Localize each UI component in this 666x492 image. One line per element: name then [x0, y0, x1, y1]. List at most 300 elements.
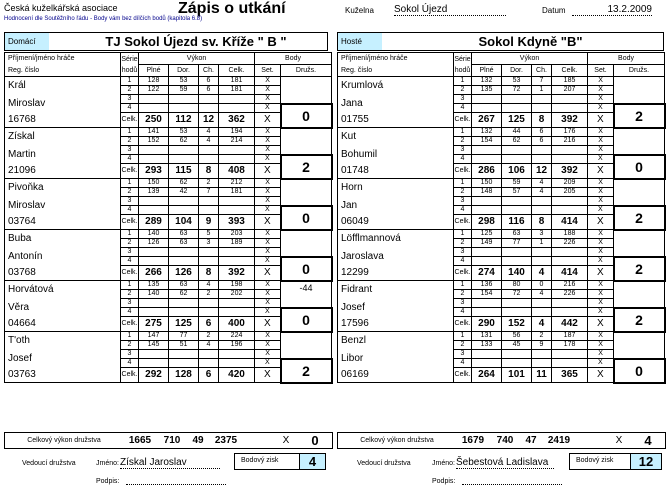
player-total-ch: 4	[532, 266, 552, 281]
series-cell: 185	[552, 77, 588, 86]
series-cell	[169, 248, 199, 257]
series-cell	[502, 206, 532, 215]
series-cell: 189	[219, 239, 255, 248]
series-cell: 4	[121, 104, 139, 113]
away-leader-label: Vedoucí družstva	[357, 460, 411, 467]
series-cell: 4	[454, 308, 472, 317]
home-podpis-label: Podpis:	[96, 478, 120, 485]
col-drz: Družs.	[614, 65, 665, 77]
series-cell: 1	[121, 281, 139, 290]
series-cell	[552, 248, 588, 257]
series-cell: 212	[219, 179, 255, 188]
series-cell	[219, 206, 255, 215]
player-total-ch: 8	[532, 113, 552, 128]
series-cell	[502, 197, 532, 206]
series-cell: 187	[552, 332, 588, 341]
series-cell	[532, 197, 552, 206]
series-cell	[169, 197, 199, 206]
series-cell	[532, 299, 552, 308]
player-total-celk: 408	[219, 164, 255, 179]
player-total-plne: 298	[472, 215, 502, 230]
player-points: 2	[281, 359, 332, 383]
series-cell: 6	[532, 137, 552, 146]
player-points: 0	[614, 359, 665, 383]
col-performance: Výkon	[472, 53, 588, 65]
series-cell: 194	[219, 128, 255, 137]
series-cell: X	[588, 350, 614, 359]
series-cell: X	[588, 128, 614, 137]
series-cell: 4	[454, 104, 472, 113]
series-cell: 149	[472, 239, 502, 248]
player-diff	[281, 77, 332, 104]
home-total-dor: 710	[163, 435, 181, 446]
series-row	[5, 77, 332, 86]
player-total-dor: 125	[169, 317, 199, 332]
player-total-dor: 125	[502, 113, 532, 128]
player-celk-label: Celk.	[454, 164, 472, 179]
series-cell: 63	[169, 230, 199, 239]
col-dor: Dor.	[502, 65, 532, 77]
series-cell: 53	[502, 77, 532, 86]
player-total-celk: 420	[219, 368, 255, 383]
series-cell	[532, 257, 552, 266]
player-total-ch: 11	[532, 368, 552, 383]
series-cell: 136	[472, 281, 502, 290]
player-celk-label: Celk.	[121, 164, 139, 179]
col-series: Série hodů	[454, 53, 472, 77]
series-cell: X	[588, 308, 614, 317]
away-team-header	[337, 32, 664, 51]
player-total-x: X	[588, 317, 614, 332]
series-cell	[169, 359, 199, 368]
player-total-ch: 12	[199, 113, 219, 128]
series-cell: 3	[199, 239, 219, 248]
series-cell	[199, 257, 219, 266]
series-cell	[139, 146, 169, 155]
series-cell: X	[255, 239, 281, 248]
series-cell: 9	[532, 341, 552, 350]
series-cell: 226	[552, 290, 588, 299]
series-cell: 202	[219, 290, 255, 299]
player-total-celk: 392	[219, 266, 255, 281]
away-team-name: Sokol Kdyně "B"	[478, 34, 583, 49]
series-cell: X	[255, 197, 281, 206]
series-cell: X	[588, 155, 614, 164]
series-cell	[532, 95, 552, 104]
away-total-dor: 740	[496, 435, 514, 446]
series-cell: 45	[502, 341, 532, 350]
series-cell: 59	[169, 86, 199, 95]
player-total-x: X	[255, 164, 281, 179]
series-cell	[169, 104, 199, 113]
series-cell: X	[255, 341, 281, 350]
series-cell: 4	[121, 206, 139, 215]
player-total-celk: 414	[552, 266, 588, 281]
series-cell	[169, 308, 199, 317]
series-cell	[552, 308, 588, 317]
series-cell	[199, 155, 219, 164]
series-cell: 56	[502, 332, 532, 341]
series-cell	[472, 146, 502, 155]
series-cell: 6	[532, 128, 552, 137]
home-total-plne: 1665	[128, 435, 152, 446]
series-cell	[139, 257, 169, 266]
series-cell: 72	[502, 86, 532, 95]
series-cell	[502, 95, 532, 104]
series-cell: X	[255, 206, 281, 215]
series-cell	[472, 350, 502, 359]
series-cell: 3	[454, 248, 472, 257]
player-total-dor: 115	[169, 164, 199, 179]
player-diff	[614, 77, 665, 104]
series-cell: 4	[199, 137, 219, 146]
series-cell: X	[255, 155, 281, 164]
player-last-name: Benzl	[338, 332, 454, 350]
series-cell	[472, 257, 502, 266]
away-total-ch: 47	[525, 435, 537, 446]
player-total-celk: 414	[552, 215, 588, 230]
series-cell	[219, 248, 255, 257]
series-cell	[502, 350, 532, 359]
player-total-dor: 104	[169, 215, 199, 230]
series-cell	[139, 359, 169, 368]
home-leader-name: Získal Jaroslav	[120, 457, 220, 469]
series-cell	[169, 95, 199, 104]
series-cell: 4	[532, 188, 552, 197]
player-total-plne: 274	[472, 266, 502, 281]
series-cell	[199, 197, 219, 206]
series-cell: 4	[454, 359, 472, 368]
series-cell: 2	[199, 179, 219, 188]
player-first-name: Jana	[338, 95, 454, 113]
series-cell	[199, 104, 219, 113]
player-total-x: X	[255, 113, 281, 128]
series-cell: X	[588, 257, 614, 266]
series-cell: X	[588, 86, 614, 95]
player-total-ch: 6	[199, 368, 219, 383]
series-cell: 181	[219, 188, 255, 197]
series-cell: 145	[139, 341, 169, 350]
series-cell: 152	[139, 137, 169, 146]
series-cell: 2	[121, 137, 139, 146]
series-cell: X	[588, 146, 614, 155]
series-cell	[552, 299, 588, 308]
series-cell	[199, 359, 219, 368]
series-cell: 3	[121, 248, 139, 257]
home-bodovy-label: Bodový zisk	[241, 457, 279, 464]
player-total-celk: 400	[219, 317, 255, 332]
series-cell: 1	[454, 179, 472, 188]
date-label: Datum	[542, 6, 566, 15]
series-cell: 80	[502, 281, 532, 290]
player-total-plne: 292	[139, 368, 169, 383]
series-cell: X	[255, 86, 281, 95]
series-cell: 62	[169, 137, 199, 146]
series-cell: 4	[454, 257, 472, 266]
col-plne: Plné	[139, 65, 169, 77]
away-signature-line	[462, 484, 562, 485]
player-last-name: T'oth	[5, 332, 121, 350]
series-cell	[532, 308, 552, 317]
player-total-plne: 267	[472, 113, 502, 128]
player-total-ch: 4	[532, 317, 552, 332]
series-row	[338, 332, 665, 341]
series-cell: 6	[199, 86, 219, 95]
player-last-name: Získal	[5, 128, 121, 146]
series-row	[5, 281, 332, 290]
series-cell: 150	[472, 179, 502, 188]
player-reg: 06169	[338, 368, 454, 383]
series-cell: 1	[454, 281, 472, 290]
col-set: Set.	[588, 65, 614, 77]
col-ch: Ch.	[199, 65, 219, 77]
series-cell	[219, 299, 255, 308]
home-team-header	[4, 32, 328, 51]
series-cell: 77	[169, 332, 199, 341]
player-total-celk: 392	[552, 164, 588, 179]
player-total-x: X	[588, 164, 614, 179]
player-total-plne: 293	[139, 164, 169, 179]
series-cell	[169, 146, 199, 155]
series-cell: 1	[454, 77, 472, 86]
series-cell	[552, 206, 588, 215]
series-cell: 3	[532, 230, 552, 239]
series-cell	[199, 308, 219, 317]
player-first-name: Jaroslava	[338, 248, 454, 266]
series-row	[5, 179, 332, 188]
player-total-ch: 8	[199, 164, 219, 179]
series-cell	[199, 350, 219, 359]
series-cell: 62	[502, 137, 532, 146]
player-diff	[281, 332, 332, 359]
series-cell: 2	[454, 290, 472, 299]
home-total-celk: 2375	[214, 435, 238, 446]
series-cell: X	[255, 299, 281, 308]
col-body: Body	[588, 53, 665, 65]
series-cell: X	[588, 248, 614, 257]
series-cell: X	[255, 332, 281, 341]
series-cell: 2	[121, 290, 139, 299]
player-reg: 03763	[5, 368, 121, 383]
home-bodovy-value: 4	[299, 453, 326, 470]
series-cell	[219, 146, 255, 155]
home-tag: Domácí	[5, 33, 49, 50]
player-points: 2	[614, 257, 665, 281]
player-reg: 03764	[5, 215, 121, 230]
series-cell	[472, 299, 502, 308]
series-cell	[552, 350, 588, 359]
series-cell: 181	[219, 77, 255, 86]
player-reg: 12299	[338, 266, 454, 281]
series-row	[338, 128, 665, 137]
player-total-ch: 12	[532, 164, 552, 179]
series-cell: 4	[199, 281, 219, 290]
series-cell: 209	[552, 179, 588, 188]
player-total-x: X	[588, 368, 614, 383]
rules-note: Hodnocení dle Soutěžního řádu - Body vám bez dílčích bodů (kapitola 6.8)	[4, 16, 203, 22]
player-total-dor: 126	[169, 266, 199, 281]
series-cell	[472, 197, 502, 206]
series-cell: 198	[219, 281, 255, 290]
col-series: Série hodů	[121, 53, 139, 77]
venue-label: Kuželna	[345, 6, 374, 15]
series-cell	[552, 95, 588, 104]
player-total-dor: 116	[502, 215, 532, 230]
series-cell: X	[255, 290, 281, 299]
series-cell	[139, 197, 169, 206]
series-cell: 63	[502, 230, 532, 239]
series-cell: 1	[454, 332, 472, 341]
series-cell: X	[255, 179, 281, 188]
series-cell	[219, 350, 255, 359]
player-total-x: X	[255, 215, 281, 230]
col-set: Set.	[255, 65, 281, 77]
series-cell: 53	[169, 77, 199, 86]
series-cell: X	[588, 281, 614, 290]
player-total-dor: 140	[502, 266, 532, 281]
series-cell: 57	[502, 188, 532, 197]
player-reg: 01748	[338, 164, 454, 179]
home-bodovy-box	[234, 453, 300, 470]
series-cell: X	[255, 128, 281, 137]
away-bodovy-value: 12	[630, 453, 662, 470]
away-leader-name: Šebestová Ladislava	[456, 457, 554, 469]
series-cell: 1	[121, 332, 139, 341]
col-player-name: Příjmení/jméno hráče	[5, 53, 121, 65]
series-cell: 0	[532, 281, 552, 290]
series-cell: 2	[454, 239, 472, 248]
series-cell: 139	[139, 188, 169, 197]
page-title: Zápis o utkání	[178, 0, 286, 17]
series-cell: X	[255, 257, 281, 266]
player-reg: 06049	[338, 215, 454, 230]
series-cell	[219, 104, 255, 113]
series-cell: X	[255, 230, 281, 239]
series-cell: 5	[199, 230, 219, 239]
series-cell	[139, 248, 169, 257]
series-cell: 181	[219, 86, 255, 95]
series-cell: 226	[552, 239, 588, 248]
series-cell: X	[588, 230, 614, 239]
series-cell: X	[255, 95, 281, 104]
player-celk-label: Celk.	[454, 317, 472, 332]
player-celk-label: Celk.	[454, 266, 472, 281]
series-cell: 203	[219, 230, 255, 239]
series-cell: 63	[169, 281, 199, 290]
player-total-plne: 290	[472, 317, 502, 332]
series-cell	[139, 95, 169, 104]
series-cell: 2	[121, 86, 139, 95]
series-cell: 4	[454, 206, 472, 215]
series-row	[338, 77, 665, 86]
series-cell	[219, 197, 255, 206]
player-total-celk: 393	[219, 215, 255, 230]
series-cell: X	[588, 359, 614, 368]
series-cell	[169, 206, 199, 215]
series-cell: 216	[552, 281, 588, 290]
series-cell: 140	[139, 290, 169, 299]
series-cell	[199, 95, 219, 104]
player-reg: 01755	[338, 113, 454, 128]
series-cell	[552, 155, 588, 164]
series-cell: 126	[139, 239, 169, 248]
series-cell: 2	[454, 86, 472, 95]
player-last-name: Kut	[338, 128, 454, 146]
series-cell	[532, 155, 552, 164]
series-cell: X	[255, 188, 281, 197]
player-celk-label: Celk.	[454, 113, 472, 128]
player-total-plne: 289	[139, 215, 169, 230]
player-diff	[614, 332, 665, 359]
series-cell: 1	[121, 179, 139, 188]
player-total-x: X	[588, 266, 614, 281]
player-total-x: X	[588, 215, 614, 230]
series-cell: 3	[454, 197, 472, 206]
player-total-celk: 392	[552, 113, 588, 128]
series-cell: 4	[121, 257, 139, 266]
series-cell: 125	[472, 230, 502, 239]
player-points: 0	[281, 308, 332, 332]
player-first-name: Miroslav	[5, 95, 121, 113]
home-leader-label: Vedoucí družstva	[22, 460, 76, 467]
series-cell: 4	[199, 341, 219, 350]
series-cell: 1	[454, 128, 472, 137]
series-cell: X	[588, 290, 614, 299]
series-cell	[532, 248, 552, 257]
series-cell: 3	[121, 146, 139, 155]
series-cell: 4	[121, 155, 139, 164]
series-cell	[199, 299, 219, 308]
series-cell: 133	[472, 341, 502, 350]
player-total-celk: 362	[219, 113, 255, 128]
away-bodovy-label: Bodový zisk	[576, 457, 614, 464]
series-cell: X	[255, 137, 281, 146]
series-cell: 1	[532, 86, 552, 95]
series-cell	[532, 104, 552, 113]
player-reg: 04664	[5, 317, 121, 332]
series-cell	[169, 299, 199, 308]
series-cell	[472, 155, 502, 164]
series-cell: 3	[121, 299, 139, 308]
col-body: Body	[255, 53, 332, 65]
col-ch: Ch.	[532, 65, 552, 77]
player-diff	[614, 128, 665, 155]
series-row	[338, 230, 665, 239]
player-total-celk: 442	[552, 317, 588, 332]
series-cell	[139, 350, 169, 359]
series-cell: 1	[121, 128, 139, 137]
series-row	[338, 281, 665, 290]
series-cell	[169, 155, 199, 164]
player-total-plne: 286	[472, 164, 502, 179]
series-cell: 2	[454, 137, 472, 146]
series-cell: 2	[121, 341, 139, 350]
player-total-dor: 112	[169, 113, 199, 128]
series-cell: 1	[121, 77, 139, 86]
home-jmeno-label: Jméno:	[96, 460, 119, 467]
player-celk-label: Celk.	[454, 368, 472, 383]
series-cell	[169, 257, 199, 266]
series-cell: 4	[121, 359, 139, 368]
series-cell: 154	[472, 290, 502, 299]
player-total-plne: 250	[139, 113, 169, 128]
player-total-ch: 9	[199, 215, 219, 230]
series-cell	[139, 155, 169, 164]
series-cell	[502, 146, 532, 155]
series-cell: 72	[502, 290, 532, 299]
col-reg: Reg. číslo	[338, 65, 454, 77]
player-last-name: Krumlová	[338, 77, 454, 95]
